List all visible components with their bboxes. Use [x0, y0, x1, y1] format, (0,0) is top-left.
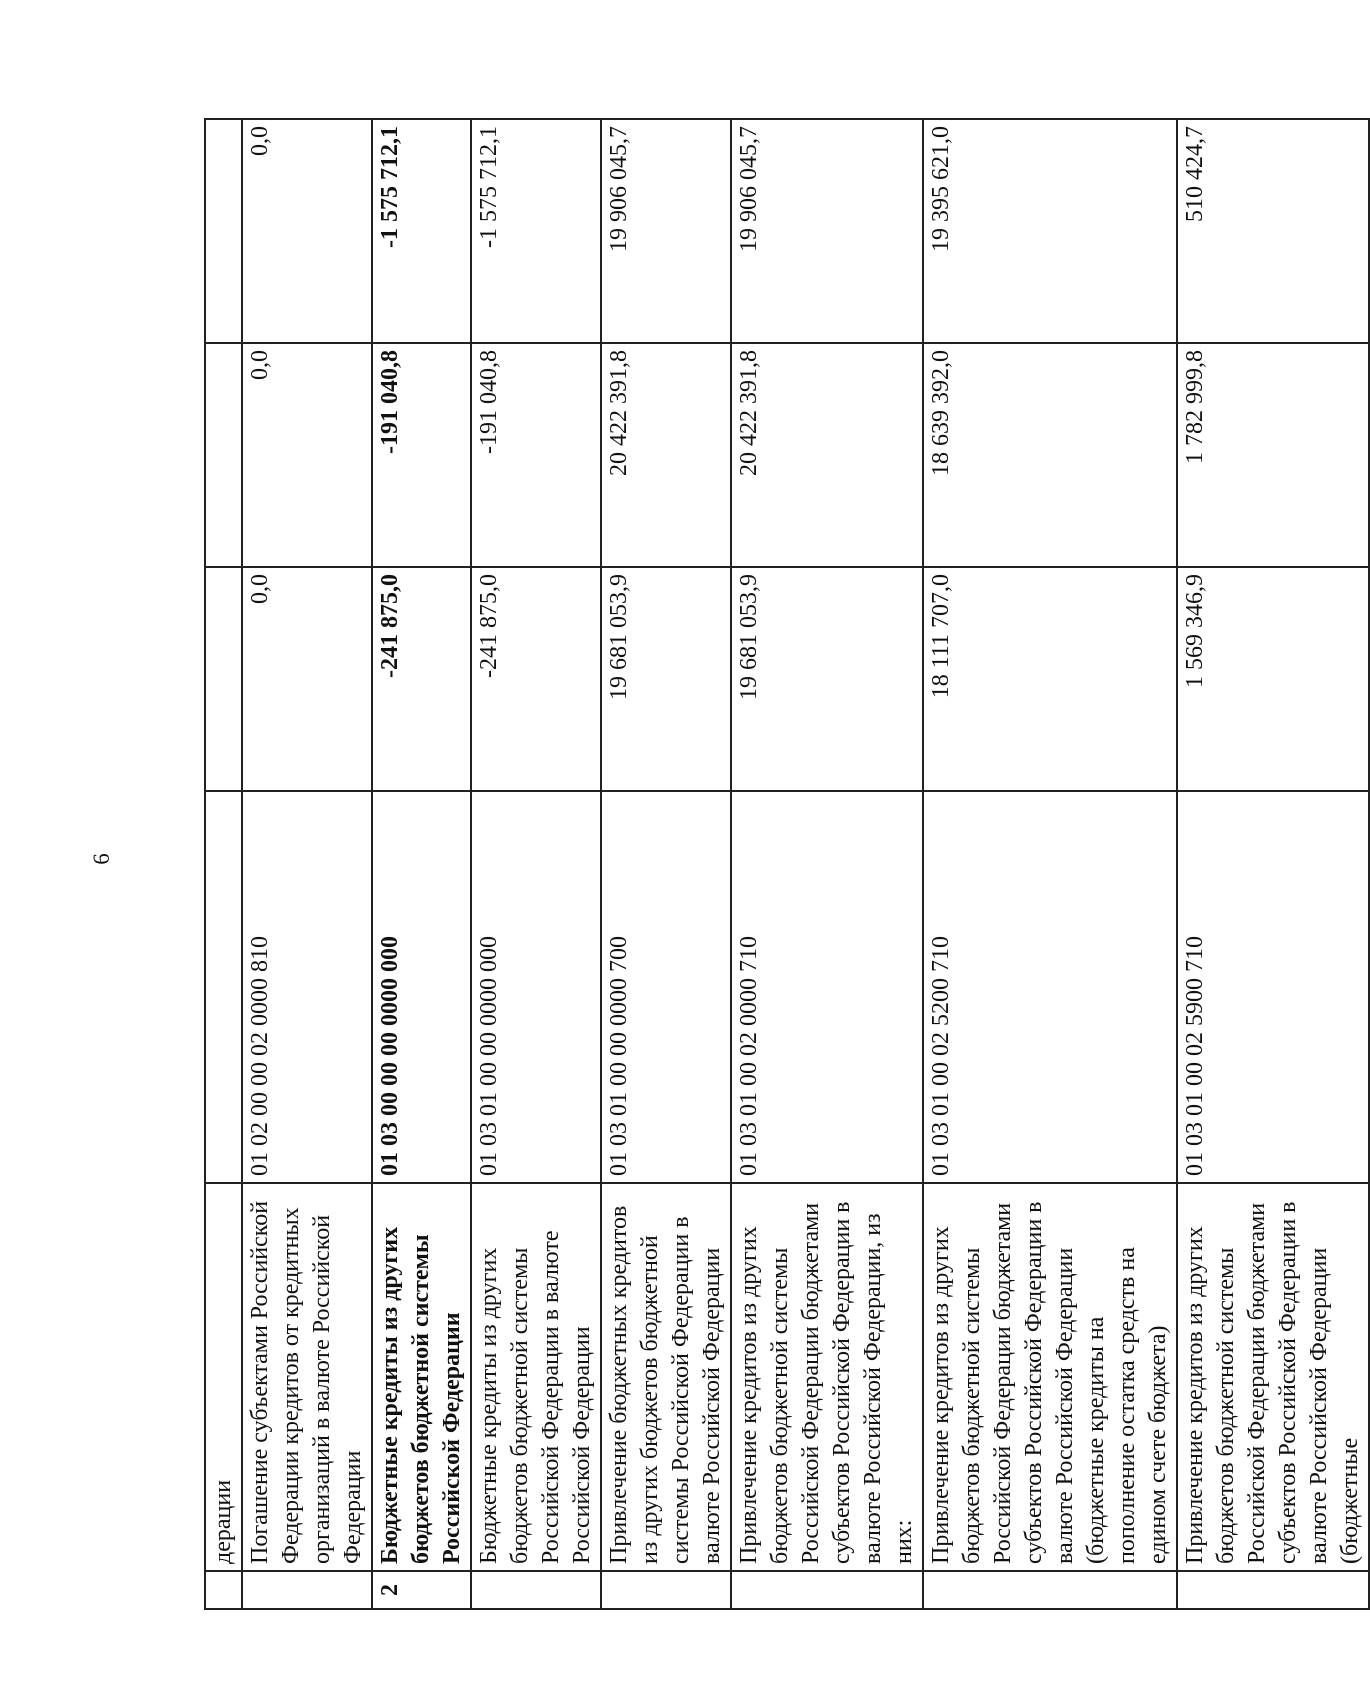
row-name-cell: Привлечение бюджетных кредитов из других бюджетов бюджетной системы Российской Федерации в валюте Российской Федерации — [601, 1183, 731, 1571]
table-row — [923, 119, 1177, 1609]
row-code-cell — [205, 791, 242, 1183]
row-code-cell: 01 03 01 00 02 0000 710 — [731, 791, 923, 1183]
table-row — [731, 119, 923, 1609]
row-number-cell — [1177, 1571, 1369, 1609]
row-value-3-cell: 19 395 621,0 — [923, 119, 1177, 343]
table-row — [601, 119, 731, 1609]
row-name-cell: дерации — [205, 1183, 242, 1571]
row-name-cell: Привлечение кредитов из других бюджетов бюджетной системы Российской Федерации бюджетами субъектов Российской Федерации в валюте Российской Федерации, из них: — [731, 1183, 923, 1571]
row-value-2-cell — [205, 343, 242, 567]
table-row — [205, 119, 242, 1609]
row-number-cell — [923, 1571, 1177, 1609]
row-value-1-cell: 19 681 053,9 — [601, 567, 731, 791]
row-name-cell: Привлечение кредитов из других бюджетов бюджетной системы Российской Федерации бюджетами субъектов Российской Федерации в валюте Российской Федерации (бюджетные — [1177, 1183, 1369, 1571]
row-code-cell: 01 03 01 00 00 0000 000 — [471, 791, 601, 1183]
row-value-2-cell: -191 040,8 — [471, 343, 601, 567]
row-number-cell — [205, 1571, 242, 1609]
row-code-cell: 01 02 00 00 02 0000 810 — [242, 791, 372, 1183]
row-number-cell: 2 — [372, 1571, 471, 1609]
row-number-cell — [471, 1571, 601, 1609]
row-number-cell — [601, 1571, 731, 1609]
row-name-cell: Бюджетные кредиты из других бюджетов бюджетной системы Российской Федерации — [372, 1183, 471, 1571]
row-code-cell: 01 03 01 00 00 0000 700 — [601, 791, 731, 1183]
row-value-2-cell: 18 639 392,0 — [923, 343, 1177, 567]
table-row — [471, 119, 601, 1609]
row-value-3-cell: -1 575 712,1 — [372, 119, 471, 343]
rotated-table-container — [204, 120, 1363, 1610]
row-value-1-cell: -241 875,0 — [471, 567, 601, 791]
row-value-2-cell: 0,0 — [242, 343, 372, 567]
row-value-2-cell: 1 782 999,8 — [1177, 343, 1369, 567]
row-value-1-cell: 19 681 053,9 — [731, 567, 923, 791]
document-page — [204, 0, 1363, 1696]
row-number-cell — [731, 1571, 923, 1609]
row-value-1-cell: -241 875,0 — [372, 567, 471, 791]
row-value-3-cell — [205, 119, 242, 343]
table-row — [372, 119, 471, 1609]
row-code-cell: 01 03 01 00 02 5200 710 — [923, 791, 1177, 1183]
row-value-2-cell: 20 422 391,8 — [731, 343, 923, 567]
table-row — [1177, 119, 1369, 1609]
row-value-2-cell: -191 040,8 — [372, 343, 471, 567]
page-number: 6 — [89, 853, 114, 865]
row-value-1-cell: 0,0 — [242, 567, 372, 791]
table-row — [242, 119, 372, 1609]
row-code-cell: 01 03 00 00 00 0000 000 — [372, 791, 471, 1183]
row-name-cell: Привлечение кредитов из других бюджетов бюджетной системы Российской Федерации бюджетами субъектов Российской Федерации в валюте Российской Федерации (бюджетные кредиты на пополнение остатка средств на едином счете бюджета) — [923, 1183, 1177, 1571]
row-value-1-cell: 1 569 346,9 — [1177, 567, 1369, 791]
row-value-3-cell: 19 906 045,7 — [601, 119, 731, 343]
row-name-cell: Бюджетные кредиты из других бюджетов бюджетной системы Российской Федерации в валюте Российской Федерации — [471, 1183, 601, 1571]
row-value-2-cell: 20 422 391,8 — [601, 343, 731, 567]
budget-sources-table — [204, 118, 1370, 1610]
row-code-cell: 01 03 01 00 02 5900 710 — [1177, 791, 1369, 1183]
row-value-3-cell: 510 424,7 — [1177, 119, 1369, 343]
row-value-3-cell: 19 906 045,7 — [731, 119, 923, 343]
row-value-1-cell — [205, 567, 242, 791]
row-value-3-cell: 0,0 — [242, 119, 372, 343]
row-value-1-cell: 18 111 707,0 — [923, 567, 1177, 791]
row-number-cell — [242, 1571, 372, 1609]
row-name-cell: Погашение субъектами Российской Федерации кредитов от кредитных организаций в валюте Российской Федерации — [242, 1183, 372, 1571]
row-value-3-cell: -1 575 712,1 — [471, 119, 601, 343]
